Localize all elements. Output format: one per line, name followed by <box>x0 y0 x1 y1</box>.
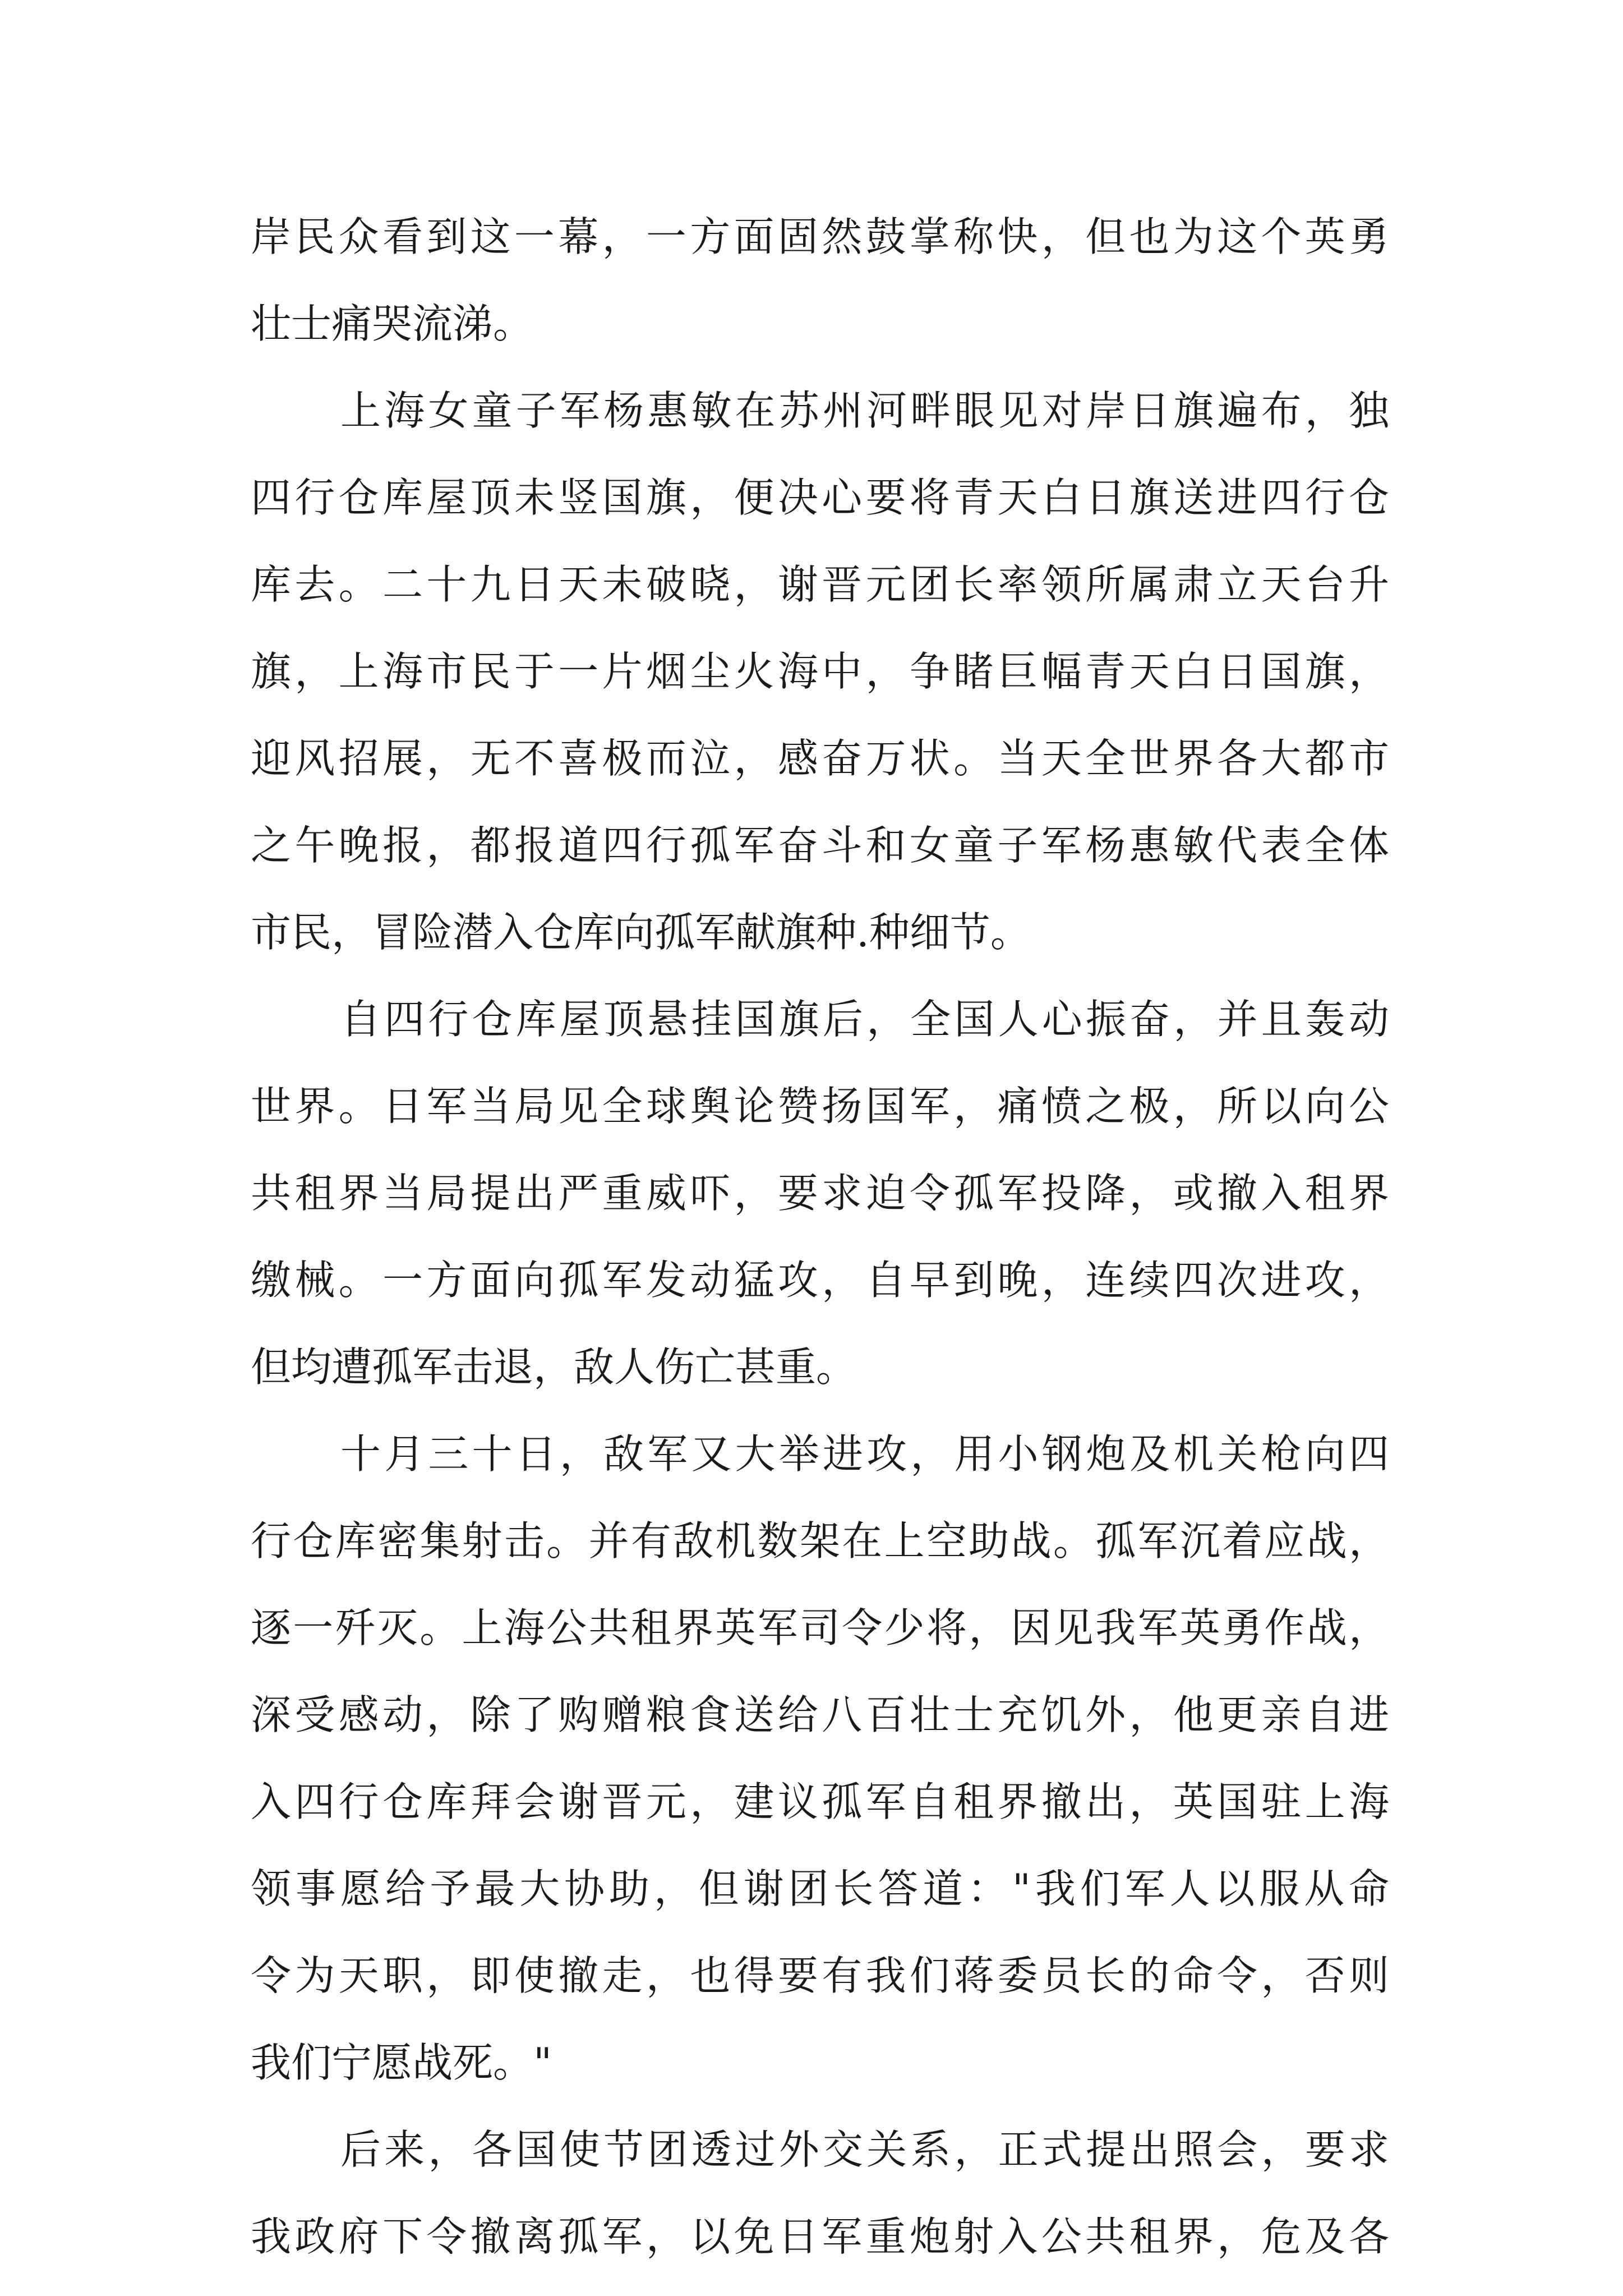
text-line: 世界。日军当局见全球舆论赞扬国军，痛愤之极，所以向公 <box>251 1083 1389 1130</box>
text-line: 入四行仓库拜会谢晋元，建议孤军自租界撤出，英国驻上海 <box>251 1778 1389 1825</box>
text-line: 我们宁愿战死。" <box>251 2039 552 2086</box>
text-line: 深受感动，除了购赠粮食送给八百壮士充饥外，他更亲自进 <box>251 1691 1389 1738</box>
text-line: 我政府下令撤离孤军，以免日军重炮射入公共租界，危及各 <box>251 2213 1389 2260</box>
body-text <box>251 194 1389 2280</box>
text-line: 库去。二十九日天未破晓，谢晋元团长率领所属肃立天台升 <box>251 561 1389 608</box>
text-line: 四行仓库屋顶未竖国旗，便决心要将青天白日旗送进四行仓 <box>251 474 1389 521</box>
text-line: 逐一歼灭。上海公共租界英军司令少将，因见我军英勇作战， <box>251 1604 1389 1651</box>
text-line: 令为天职，即使撤走，也得要有我们蒋委员长的命令，否则 <box>251 1952 1389 1999</box>
text-line: 壮士痛哭流涕。 <box>251 300 534 347</box>
text-line: 领事愿给予最大协助，但谢团长答道："我们军人以服从命 <box>251 1865 1389 1912</box>
text-line: 缴械。一方面向孤军发动猛攻，自早到晚，连续四次进攻， <box>251 1257 1389 1304</box>
paragraph-first-line: 十月三十日，敌军又大举进攻，用小钢炮及机关枪向四 <box>340 1430 1389 1478</box>
text-line: 共租界当局提出严重威吓，要求迫令孤军投降，或撤入租界 <box>251 1170 1389 1217</box>
text-line: 旗，上海市民于一片烟尘火海中，争睹巨幅青天白日国旗， <box>251 648 1389 695</box>
text-line: 之午晚报，都报道四行孤军奋斗和女童子军杨惠敏代表全体 <box>251 822 1389 869</box>
paragraph-first-line: 后来，各国使节团透过外交关系，正式提出照会，要求 <box>340 2126 1389 2173</box>
text-line: 岸民众看到这一幕，一方面固然鼓掌称快，但也为这个英勇 <box>251 213 1389 260</box>
text-line: 但均遭孤军击退，敌人伤亡甚重。 <box>251 1343 857 1391</box>
paragraph-first-line: 自四行仓库屋顶悬挂国旗后，全国人心振奋，并且轰动 <box>340 996 1389 1043</box>
text-line: 行仓库密集射击。并有敌机数架在上空助战。孤军沉着应战， <box>251 1517 1389 1565</box>
text-line: 迎风招展，无不喜极而泣，感奋万状。当天全世界各大都市 <box>251 735 1389 782</box>
text-line: 市民，冒险潜入仓库向孤军献旗种.种细节。 <box>251 909 1031 956</box>
paragraph-first-line: 上海女童子军杨惠敏在苏州河畔眼见对岸日旗遍布，独 <box>340 387 1389 434</box>
